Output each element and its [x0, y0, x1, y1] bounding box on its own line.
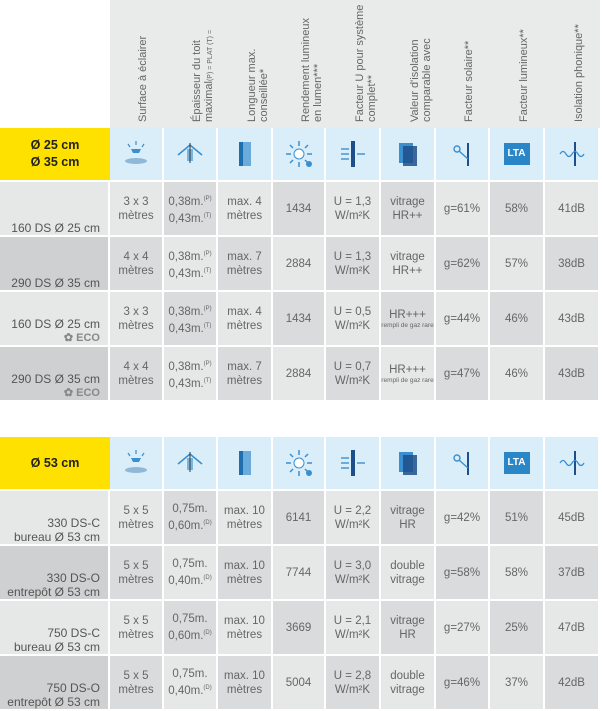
product-name-line2: bureau Ø 53 cm: [13, 530, 100, 544]
cell-text: 58%: [504, 566, 529, 579]
data-cell: [381, 656, 436, 711]
cell-text: HR++: [392, 209, 423, 222]
column-header-text: [137, 4, 149, 122]
column-header-label: Facteur lumineux**: [517, 29, 530, 122]
sun-lamp-icon-cell: [110, 437, 164, 491]
cell-text: 38dB: [558, 257, 585, 270]
column-header-text: [300, 4, 324, 122]
eco-badge: ✿ ECO: [63, 332, 100, 344]
cell-text: 1434: [285, 312, 312, 325]
data-cell: [436, 656, 490, 711]
data-cell: [164, 347, 218, 402]
cell-text: max. 10 mètres: [224, 559, 265, 586]
cell-text: 0,43m.$^{(T)}$: [168, 212, 212, 225]
data-cell: [273, 237, 326, 292]
data-cell: [326, 546, 381, 601]
data-cell: [110, 237, 164, 292]
section-diameter-2: Ø 35 cm: [30, 155, 80, 169]
cell-text: g=46%: [443, 676, 481, 689]
data-cell: [273, 347, 326, 402]
product-name: [0, 182, 110, 237]
column-header-label: Valeur d'isolation comparable avec: [408, 38, 433, 122]
roof-icon-cell: [164, 128, 218, 182]
cell-text: 0,38m.$^{(P)}$: [168, 250, 212, 263]
sound-icon: [557, 448, 587, 478]
roof-type-note: (T): [203, 267, 212, 274]
cell-text: U = 0,7: [333, 360, 372, 373]
cell-text: 5 x 5 mètres: [118, 614, 154, 641]
cell-text: 58%: [504, 202, 529, 215]
data-cell: [164, 491, 218, 546]
cell-text: W/m²K: [334, 518, 371, 531]
cell-text: 47dB: [558, 621, 585, 634]
cell-text: max. 10 mètres: [224, 614, 265, 641]
cell-text: max. 4 mètres: [226, 305, 263, 332]
product-name: [0, 491, 110, 546]
product-name-text: 290 DS Ø 35 cm: [11, 372, 100, 386]
data-cell: [164, 546, 218, 601]
data-cell: [218, 491, 273, 546]
sun-lamp-icon-cell: [110, 128, 164, 182]
cell-text: 0,43m.$^{(T)}$: [168, 267, 212, 280]
cell-text: 5 x 5 mètres: [118, 669, 154, 696]
lta-icon: [502, 139, 532, 169]
cell-text: max. 4 mètres: [226, 195, 263, 222]
data-cell: [164, 656, 218, 711]
cell-text: vitrage: [390, 504, 425, 517]
cell-text: 0,43m.$^{(T)}$: [168, 377, 212, 390]
lta-icon: [502, 448, 532, 478]
data-cell: [110, 656, 164, 711]
column-header: [164, 0, 220, 128]
cell-text: 41dB: [558, 202, 585, 215]
cell-text: 57%: [504, 257, 529, 270]
roof-type-note: (P): [203, 305, 212, 312]
section-label-1: [0, 128, 110, 182]
roof-type-note: (P): [203, 250, 212, 257]
column-header-label: Isolation phonique**: [572, 24, 585, 122]
column-header: [218, 0, 275, 128]
cell-text: rempli de gaz rare: [381, 322, 434, 329]
sun-lamp-icon: [121, 448, 151, 478]
sound-icon-cell: [545, 128, 600, 182]
data-cell: [164, 601, 218, 656]
lta-label: LTA: [507, 457, 526, 468]
cell-text: W/m²K: [334, 573, 371, 586]
cell-text: 2884: [285, 367, 312, 380]
product-name-text: 290 DS Ø 35 cm: [11, 276, 100, 290]
roof-type-note: (D): [203, 520, 212, 527]
column-header-text: [246, 4, 270, 122]
data-cell: [436, 237, 490, 292]
cell-text: rempli de gaz rare: [381, 377, 434, 384]
cell-text: 43dB: [558, 367, 585, 380]
roof-type-note: (T): [203, 377, 212, 384]
cell-text: W/m²K: [334, 628, 371, 641]
data-cell: [490, 601, 545, 656]
eco-label: ECO: [76, 387, 100, 399]
column-header: [326, 0, 383, 128]
column-header-text: [354, 4, 378, 122]
roof-type-note: (D): [203, 575, 212, 582]
roof-icon: [175, 448, 205, 478]
product-name-line1: 750 DS-O: [46, 681, 100, 695]
tube-icon: [230, 139, 260, 169]
data-cell: [326, 491, 381, 546]
u-factor-icon: [338, 448, 368, 478]
light-burst-icon-cell: [273, 128, 326, 182]
cell-text: 3669: [285, 621, 312, 634]
data-cell: [218, 182, 273, 237]
data-cell: [436, 601, 490, 656]
light-burst-icon: [284, 448, 314, 478]
u-factor-icon-cell: [326, 128, 381, 182]
data-cell: [436, 182, 490, 237]
cell-text: 0,75m.: [172, 668, 208, 681]
cell-text: g=62%: [443, 257, 481, 270]
cell-text: 43dB: [558, 312, 585, 325]
tube-icon-cell: [218, 437, 273, 491]
column-header-text: [518, 4, 530, 122]
cell-text: 4 x 4 mètres: [118, 250, 154, 277]
data-cell: [490, 546, 545, 601]
section-label-2: [0, 437, 110, 491]
cell-text: vitrage: [390, 195, 425, 208]
cell-text: 0,60m.$^{(D)}$: [168, 629, 212, 642]
glazing-icon-cell: [381, 437, 436, 491]
product-name-text: 160 DS Ø 25 cm: [11, 221, 100, 235]
cell-text: 5004: [285, 676, 312, 689]
cell-text: max. 10 mètres: [224, 669, 265, 696]
cell-text: 0,75m.: [172, 558, 208, 571]
data-cell: [218, 347, 273, 402]
data-cell: [110, 601, 164, 656]
product-name: [0, 656, 110, 711]
roof-type-note: (D): [203, 685, 212, 692]
cell-text: HR++: [392, 264, 423, 277]
data-cell: [545, 182, 600, 237]
cell-text: HR: [399, 518, 416, 531]
cell-text: double: [390, 559, 425, 572]
column-header-label: Longueur max. conseillée*: [245, 48, 270, 122]
column-header-text: [409, 4, 433, 122]
cell-text: vitrage: [390, 614, 425, 627]
glazing-icon: [393, 139, 423, 169]
lta-label: LTA: [507, 148, 526, 159]
data-cell: [164, 182, 218, 237]
column-header: [273, 0, 328, 128]
cell-text: double: [390, 669, 425, 682]
roof-type-note: (D): [203, 630, 212, 637]
cell-text: 6141: [285, 511, 312, 524]
cell-text: g=58%: [443, 566, 481, 579]
cell-text: 0,40m.$^{(D)}$: [168, 684, 212, 697]
data-cell: [490, 182, 545, 237]
column-header: [490, 0, 547, 128]
data-cell: [381, 237, 436, 292]
sound-icon-cell: [545, 437, 600, 491]
cell-text: vitrage: [390, 250, 425, 263]
data-cell: [326, 237, 381, 292]
data-cell: [545, 656, 600, 711]
u-factor-icon-cell: [326, 437, 381, 491]
data-cell: [273, 491, 326, 546]
data-cell: [490, 656, 545, 711]
data-cell: [545, 237, 600, 292]
column-header-label: Rendement lumineux en lumen***: [299, 18, 324, 122]
data-cell: [436, 491, 490, 546]
data-cell: [381, 601, 436, 656]
column-header-label: Facteur solaire**: [463, 40, 475, 122]
light-burst-icon: [284, 139, 314, 169]
product-name-line1: 330 DS-C: [47, 516, 100, 530]
cell-text: 42dB: [558, 676, 585, 689]
cell-text: 45dB: [558, 511, 585, 524]
data-cell: [326, 347, 381, 402]
data-cell: [545, 546, 600, 601]
section-diameter-1: Ø 25 cm: [30, 138, 80, 152]
product-name: [0, 601, 110, 656]
cell-text: HR+++: [389, 364, 426, 376]
data-cell: [273, 182, 326, 237]
lta-icon-cell: [490, 437, 545, 491]
cell-text: 46%: [504, 367, 529, 380]
column-header: [436, 0, 492, 128]
product-name-line2: entrepôt Ø 53 cm: [7, 585, 100, 599]
cell-text: 4 x 4 mètres: [118, 360, 154, 387]
cell-text: U = 0,5: [333, 305, 372, 318]
data-cell: [218, 292, 273, 347]
cell-text: 2884: [285, 257, 312, 270]
roof-icon-cell: [164, 437, 218, 491]
data-cell: [436, 347, 490, 402]
data-cell: [164, 237, 218, 292]
product-name-line2: bureau Ø 53 cm: [13, 640, 100, 654]
data-cell: [218, 656, 273, 711]
column-header: [110, 0, 166, 128]
cell-text: vitrage: [390, 683, 425, 696]
cell-text: max. 7 mètres: [226, 250, 263, 277]
data-cell: [164, 292, 218, 347]
glazing-icon-cell: [381, 128, 436, 182]
cell-text: g=42%: [443, 511, 481, 524]
cell-text: 0,38m.$^{(P)}$: [168, 305, 212, 318]
data-cell: [110, 347, 164, 402]
cell-text: U = 3,0: [333, 559, 372, 572]
data-cell: [326, 292, 381, 347]
cell-text: 0,40m.$^{(D)}$: [168, 574, 212, 587]
data-cell: [273, 546, 326, 601]
solar-icon: [447, 139, 477, 169]
cell-text: W/m²K: [334, 264, 371, 277]
data-cell: [110, 546, 164, 601]
product-name-text: 160 DS Ø 25 cm: [11, 317, 100, 331]
data-cell: [110, 182, 164, 237]
product-name: [0, 546, 110, 601]
cell-text: W/m²K: [334, 374, 371, 387]
data-cell: [218, 237, 273, 292]
glazing-icon: [393, 448, 423, 478]
column-header: [381, 0, 438, 128]
roof-type-note: (P): [203, 195, 212, 202]
cell-text: HR+++: [389, 309, 426, 321]
data-cell: [273, 292, 326, 347]
data-cell: [545, 601, 600, 656]
column-header-note: (P) = PLAT (T) =: [207, 29, 214, 82]
data-cell: [381, 292, 436, 347]
cell-text: 5 x 5 mètres: [118, 504, 154, 531]
cell-text: g=44%: [443, 312, 481, 325]
solar-icon-cell: [436, 437, 490, 491]
tube-icon: [230, 448, 260, 478]
data-cell: [436, 292, 490, 347]
data-cell: [273, 601, 326, 656]
data-cell: [490, 491, 545, 546]
product-name-line2: entrepôt Ø 53 cm: [7, 695, 100, 709]
cell-text: 37dB: [558, 566, 585, 579]
data-cell: [110, 491, 164, 546]
data-cell: [273, 656, 326, 711]
cell-text: 0,75m.: [172, 613, 208, 626]
cell-text: 37%: [504, 676, 529, 689]
product-name-line1: 330 DS-O: [46, 571, 100, 585]
data-cell: [436, 546, 490, 601]
data-cell: [545, 491, 600, 546]
sun-lamp-icon: [121, 139, 151, 169]
cell-text: 51%: [504, 511, 529, 524]
data-cell: [490, 292, 545, 347]
cell-text: max. 10 mètres: [224, 504, 265, 531]
data-cell: [381, 347, 436, 402]
data-cell: [218, 601, 273, 656]
eco-badge: ✿ ECO: [63, 387, 100, 399]
data-cell: [218, 546, 273, 601]
column-header-label: Surface à éclairer: [137, 35, 149, 122]
data-cell: [490, 347, 545, 402]
cell-text: 5 x 5 mètres: [118, 559, 154, 586]
column-header-text: [463, 4, 475, 122]
cell-text: vitrage: [390, 573, 425, 586]
roof-type-note: (T): [203, 322, 212, 329]
cell-text: 7744: [285, 566, 312, 579]
data-cell: [326, 656, 381, 711]
cell-text: U = 1,3: [333, 250, 372, 263]
cell-text: U = 2,1: [333, 614, 372, 627]
cell-text: 0,38m.$^{(P)}$: [168, 360, 212, 373]
column-header-label: Épaisseur du toit maximal: [191, 40, 215, 122]
data-cell: [490, 237, 545, 292]
u-factor-icon: [338, 139, 368, 169]
cell-text: 1434: [285, 202, 312, 215]
cell-text: g=61%: [443, 202, 481, 215]
cell-text: max. 7 mètres: [226, 360, 263, 387]
data-cell: [545, 292, 600, 347]
product-name: [0, 292, 110, 347]
data-cell: [381, 491, 436, 546]
tube-icon-cell: [218, 128, 273, 182]
cell-text: 0,43m.$^{(T)}$: [168, 322, 212, 335]
eco-label: ECO: [76, 332, 100, 344]
cell-text: HR: [399, 628, 416, 641]
solar-icon: [447, 448, 477, 478]
data-cell: [545, 347, 600, 402]
solar-icon-cell: [436, 128, 490, 182]
sound-icon: [557, 139, 587, 169]
cell-text: 3 x 3 mètres: [118, 195, 154, 222]
cell-text: 25%: [504, 621, 529, 634]
cell-text: U = 2,8: [333, 669, 372, 682]
cell-text: W/m²K: [334, 209, 371, 222]
data-cell: [381, 182, 436, 237]
product-name: [0, 237, 110, 292]
cell-text: W/m²K: [334, 319, 371, 332]
cell-text: 3 x 3 mètres: [118, 305, 154, 332]
column-header: [545, 0, 602, 128]
data-cell: [381, 546, 436, 601]
cell-text: g=27%: [443, 621, 481, 634]
cell-text: 46%: [504, 312, 529, 325]
section-diameter-3: Ø 53 cm: [30, 455, 80, 470]
data-cell: [326, 601, 381, 656]
cell-text: U = 1,3: [333, 195, 372, 208]
column-header-text: [573, 4, 585, 122]
lta-icon-cell: [490, 128, 545, 182]
roof-type-note: (P): [203, 360, 212, 367]
cell-text: 0,75m.: [172, 503, 208, 516]
roof-icon: [175, 139, 205, 169]
cell-text: W/m²K: [334, 683, 371, 696]
cell-text: 0,60m.$^{(D)}$: [168, 519, 212, 532]
data-cell: [110, 292, 164, 347]
column-header-label: Facteur U pour système complet**: [353, 4, 378, 122]
cell-text: U = 2,2: [333, 504, 372, 517]
product-name-line1: 750 DS-C: [47, 626, 100, 640]
data-cell: [326, 182, 381, 237]
roof-type-note: (T): [203, 212, 212, 219]
cell-text: g=47%: [443, 367, 481, 380]
cell-text: 0,38m.$^{(P)}$: [168, 195, 212, 208]
product-name: [0, 347, 110, 402]
light-burst-icon-cell: [273, 437, 326, 491]
